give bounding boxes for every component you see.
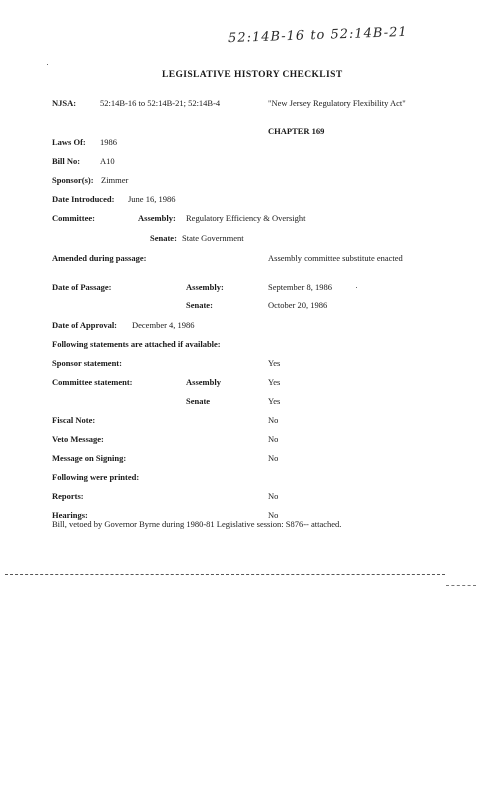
- amended-value: Assembly committee substitute enacted: [268, 253, 403, 263]
- reports-value: No: [268, 491, 279, 501]
- njsa-label: NJSA:: [52, 98, 77, 108]
- sponsors-value: Zimmer: [101, 175, 129, 185]
- committee-statement-senate-label: Senate: [186, 396, 211, 406]
- chapter-number: CHAPTER 169: [268, 126, 325, 136]
- sponsors-label: Sponsor(s):: [52, 175, 94, 185]
- date-of-passage-label: Date of Passage:: [52, 282, 112, 292]
- date-introduced-value: June 16, 1986: [128, 194, 176, 204]
- date-of-approval-value: December 4, 1986: [132, 320, 195, 330]
- committee-statement-assembly-value: Yes: [268, 377, 281, 387]
- speck: [356, 287, 357, 288]
- handwritten-annotation: 52:14B-16 to 52:14B-21: [227, 24, 408, 47]
- committee-senate-value: State Government: [182, 233, 244, 243]
- committee-statement-assembly-label: Assembly: [186, 377, 221, 387]
- sponsor-statement-label: Sponsor statement:: [52, 358, 122, 368]
- fiscal-note-value: No: [268, 415, 279, 425]
- veto-message-value: No: [268, 434, 279, 444]
- njsa-value: 52:14B-16 to 52:14B-21; 52:14B-4: [100, 98, 221, 108]
- act-short-title: "New Jersey Regulatory Flexibility Act": [268, 98, 406, 108]
- laws-of-label: Laws Of:: [52, 137, 86, 147]
- message-on-signing-label: Message on Signing:: [52, 453, 127, 463]
- dashed-divider: [5, 574, 445, 575]
- veto-message-label: Veto Message:: [52, 434, 104, 444]
- committee-assembly-label: Assembly:: [138, 213, 176, 223]
- passage-senate-value: October 20, 1986: [268, 300, 328, 310]
- passage-assembly-value: September 8, 1986: [268, 282, 332, 292]
- bill-no-value: A10: [100, 156, 115, 166]
- dashed-divider-short: [446, 585, 476, 586]
- amended-label: Amended during passage:: [52, 253, 147, 263]
- committee-assembly-value: Regulatory Efficiency & Oversight: [186, 213, 306, 223]
- committee-statement-label: Committee statement:: [52, 377, 133, 387]
- hearings-label: Hearings:: [52, 510, 88, 520]
- speck: [47, 64, 48, 65]
- statements-heading: Following statements are attached if available:: [52, 339, 221, 349]
- committee-statement-senate-value: Yes: [268, 396, 281, 406]
- bill-no-label: Bill No:: [52, 156, 81, 166]
- date-of-approval-label: Date of Approval:: [52, 320, 118, 330]
- passage-senate-label: Senate:: [186, 300, 213, 310]
- hearings-value: No: [268, 510, 279, 520]
- page-title: LEGISLATIVE HISTORY CHECKLIST: [162, 70, 343, 80]
- committee-senate-label: Senate:: [150, 233, 177, 243]
- sponsor-statement-value: Yes: [268, 358, 281, 368]
- date-introduced-label: Date Introduced:: [52, 194, 115, 204]
- committee-label: Committee:: [52, 213, 95, 223]
- reports-label: Reports:: [52, 491, 84, 501]
- laws-of-value: 1986: [100, 137, 117, 147]
- fiscal-note-label: Fiscal Note:: [52, 415, 96, 425]
- printed-heading: Following were printed:: [52, 472, 140, 482]
- passage-assembly-label: Assembly:: [186, 282, 224, 292]
- footnote: Bill, vetoed by Governor Byrne during 1980-81 Legislative session: S876-- attached.: [52, 519, 342, 529]
- message-on-signing-value: No: [268, 453, 279, 463]
